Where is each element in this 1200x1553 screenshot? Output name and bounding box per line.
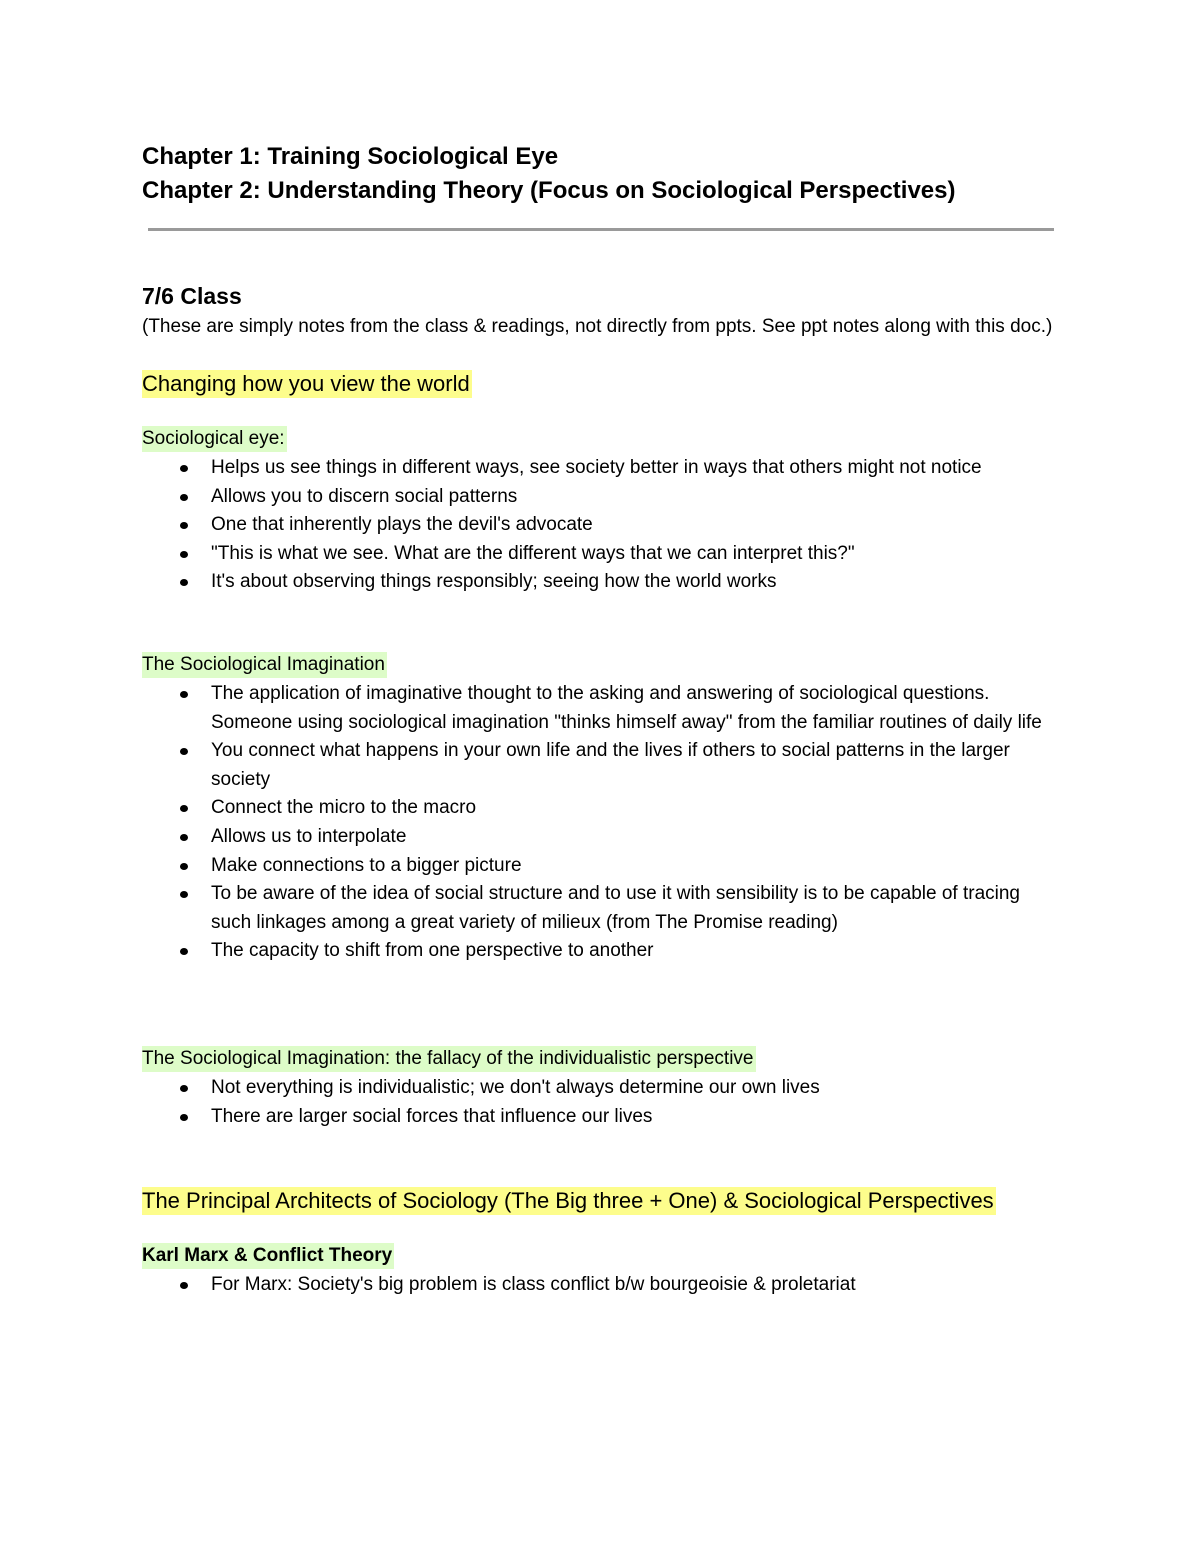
document-page [142,140,1062,1300]
list-item: Allows you to discern social patterns [142,483,1062,512]
subheading-sociological-eye: Sociological eye: [142,426,287,452]
list-item: One that inherently plays the devil's advocate [142,511,1062,540]
list-item: The application of imaginative thought to the asking and answering of sociological questions. Someone using sociological imagination "thinks himself away" from the familiar routines of daily life [142,680,1062,737]
document-title [142,140,1062,208]
list-item: The capacity to shift from one perspective to another [142,937,1062,966]
list-item: For Marx: Society's big problem is class conflict b/w bourgeoisie & proletariat [142,1271,1062,1300]
subheading-fallacy: The Sociological Imagination: the fallacy of the individualistic perspective [142,1046,756,1072]
sociological-imagination-list [142,680,1062,966]
title-line-1: Chapter 1: Training Sociological Eye [142,143,559,170]
list-item: Connect the micro to the macro [142,794,1062,823]
class-note: (These are simply notes from the class & readings, not directly from ppts. See ppt notes along with this doc.) [142,316,1053,337]
sociological-eye-list [142,454,1062,597]
title-line-2: Chapter 2: Understanding Theory (Focus on Sociological Perspectives) [142,177,956,204]
horizontal-rule [148,228,1054,231]
subheading-karl-marx: Karl Marx & Conflict Theory [142,1243,394,1269]
list-item: It's about observing things responsibly; seeing how the world works [142,568,1062,597]
list-item: "This is what we see. What are the different ways that we can interpret this?" [142,540,1062,569]
list-item: Make connections to a bigger picture [142,852,1062,881]
marx-list [142,1271,1062,1300]
list-item: Allows us to interpolate [142,823,1062,852]
list-item: To be aware of the idea of social structure and to use it with sensibility is to be capable of tracing such linkages among a great variety of milieux (from The Promise reading) [142,880,1062,937]
list-item: There are larger social forces that influence our lives [142,1103,1062,1132]
list-item: Not everything is individualistic; we don't always determine our own lives [142,1074,1062,1103]
list-item: You connect what happens in your own life and the lives if others to social patterns in the larger society [142,737,1062,794]
section-heading-architects: The Principal Architects of Sociology (The Big three + One) & Sociological Perspectives [142,1188,994,1214]
subheading-sociological-imagination: The Sociological Imagination [142,652,387,678]
list-item: Helps us see things in different ways, see society better in ways that others might not notice [142,454,1062,483]
fallacy-list [142,1074,1062,1131]
section-heading-changing: Changing how you view the world [142,371,470,396]
class-heading: 7/6 Class [142,283,242,309]
